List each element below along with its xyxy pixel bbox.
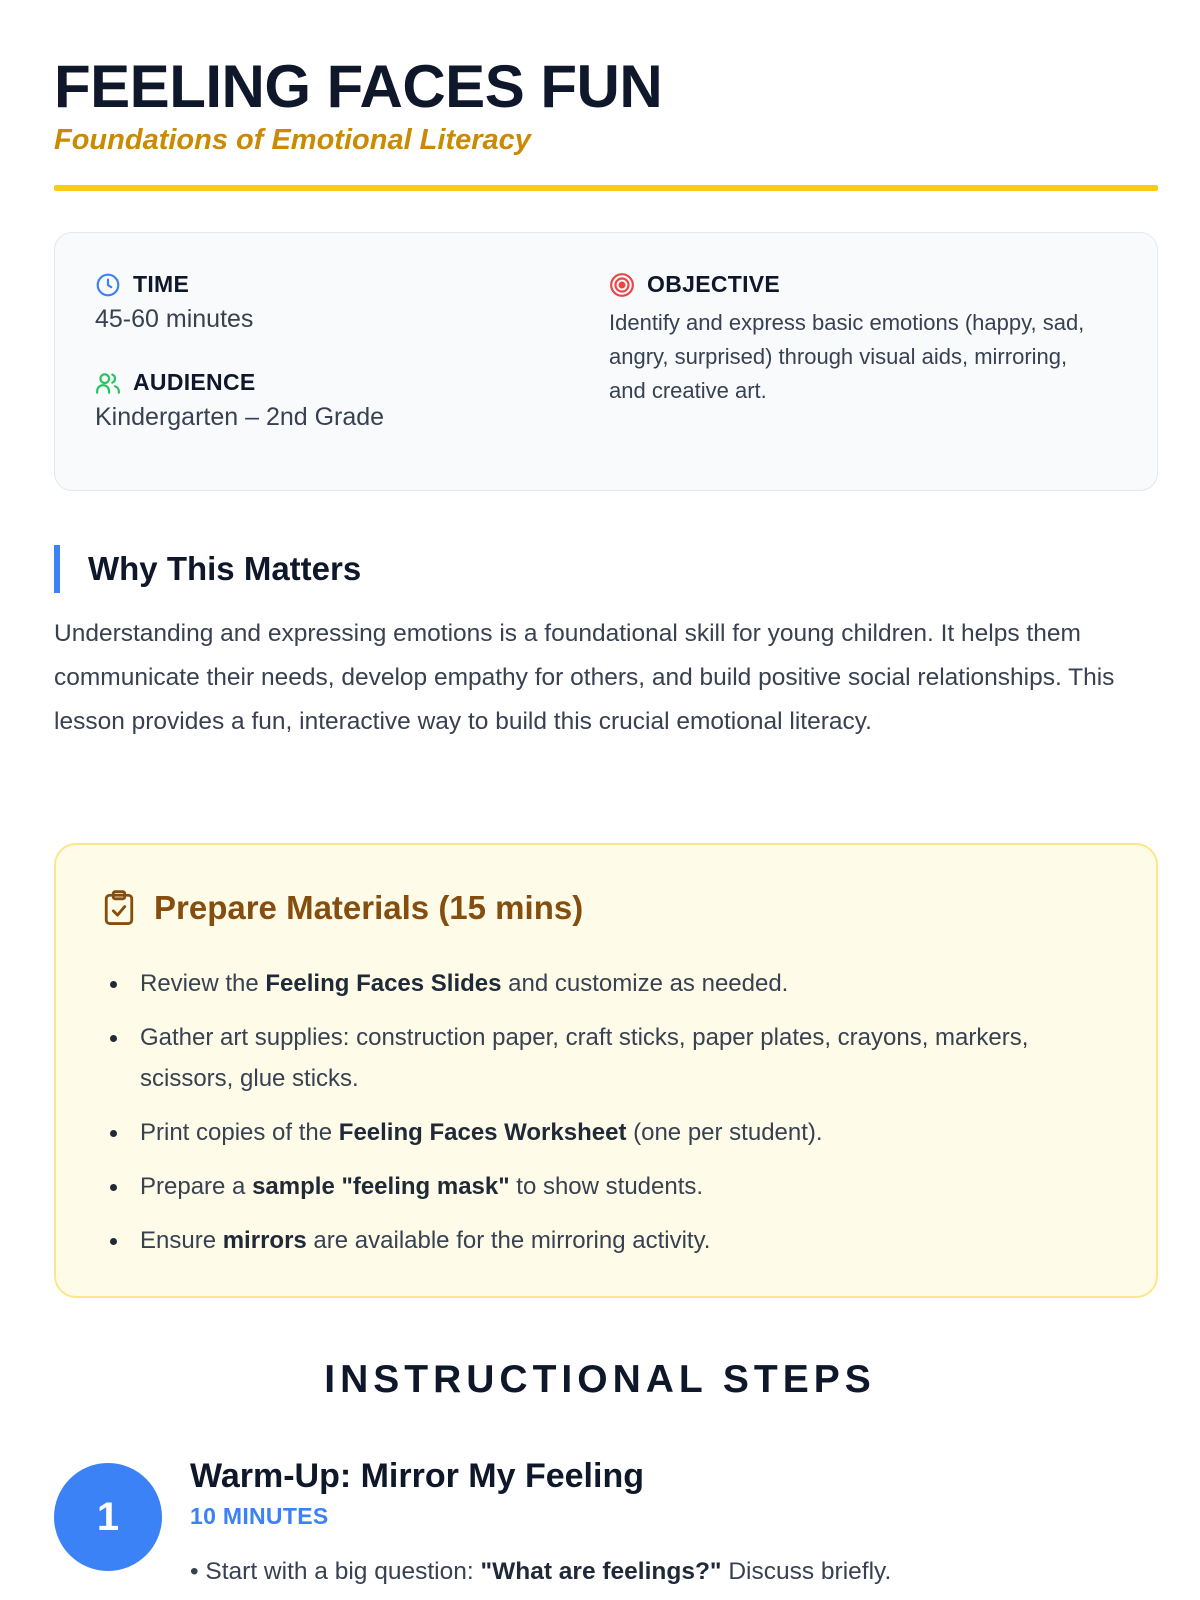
steps-heading: INSTRUCTIONAL STEPS — [324, 1358, 876, 1401]
target-icon — [609, 272, 635, 298]
page-subtitle: Foundations of Emotional Literacy — [54, 124, 531, 156]
list-item: Ensure mirrors are available for the mirroring activity. — [102, 1220, 1102, 1261]
users-icon — [95, 370, 121, 396]
why-heading: Why This Matters — [54, 545, 361, 593]
prepare-materials-card — [54, 843, 1158, 1298]
list-item: Print copies of the Feeling Faces Worksheet (one per student). — [102, 1112, 1102, 1153]
objective-label — [609, 271, 780, 298]
time-value: 45-60 minutes — [95, 305, 254, 333]
audience-label-text: AUDIENCE — [133, 369, 256, 395]
why-paragraph: Understanding and expressing emotions is a foundational skill for young children. It helps them communicate their needs, develop empathy for others, and build positive social relationships. This lesson provides a fun, interactive way to build this crucial emotional literacy. — [54, 620, 1115, 735]
list-item: Gather art supplies: construction paper, craft sticks, paper plates, crayons, markers, scissors, glue sticks. — [102, 1017, 1102, 1099]
time-label — [95, 271, 189, 298]
objective-value: Identify and express basic emotions (happy, sad, angry, surprised) through visual aids, mirroring, and creative art. — [609, 310, 1085, 403]
page-title: FEELING FACES FUN — [54, 53, 663, 120]
list-item: Prepare a sample "feeling mask" to show students. — [102, 1166, 1102, 1207]
audience-value: Kindergarten – 2nd Grade — [95, 403, 385, 431]
lesson-info-card — [54, 232, 1158, 491]
clock-icon — [95, 272, 121, 298]
step-duration: 10 MINUTES — [190, 1503, 329, 1529]
step-number-badge: 1 — [54, 1463, 162, 1571]
title-divider — [54, 185, 1158, 191]
time-label-text: TIME — [133, 271, 190, 297]
list-item: Review the Feeling Faces Slides and customize as needed. — [102, 963, 1102, 1004]
step-title: Warm-Up: Mirror My Feeling — [190, 1457, 644, 1495]
objective-label-text: OBJECTIVE — [647, 271, 781, 297]
prepare-heading-text: Prepare Materials (15 mins) — [154, 889, 584, 926]
materials-list — [102, 963, 1102, 1274]
step-bullet: • Start with a big question: "What are feelings?" Discuss briefly. — [190, 1558, 892, 1585]
clipboard-check-icon — [102, 889, 136, 927]
prepare-heading — [102, 889, 583, 927]
audience-label — [95, 369, 256, 396]
